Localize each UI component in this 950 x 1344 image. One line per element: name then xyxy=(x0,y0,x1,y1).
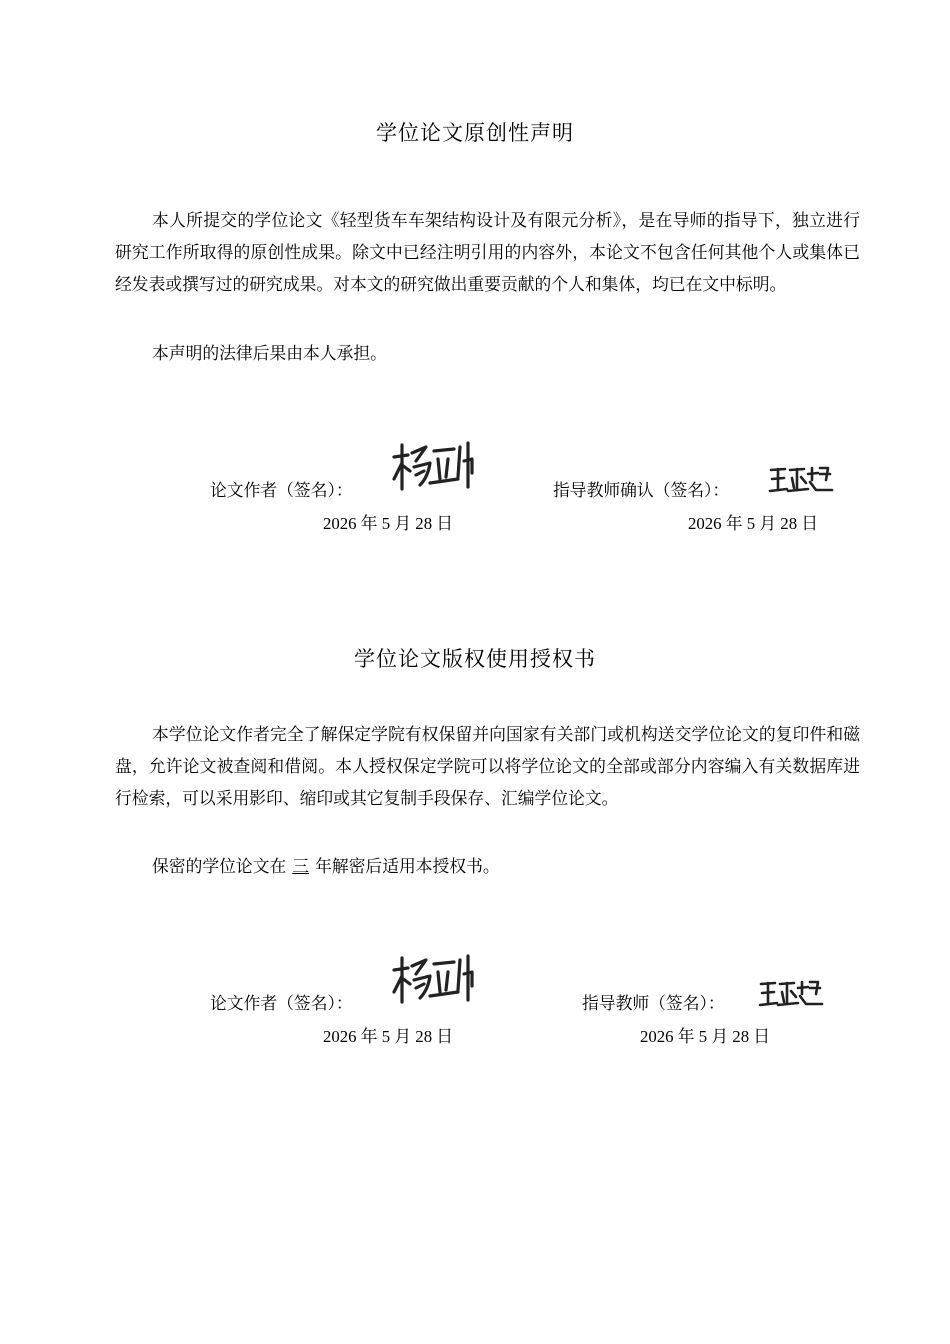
authorization-author-date: 2026 年 5 月 28 日 xyxy=(323,1027,454,1046)
authorization-advisor-date: 2026 年 5 月 28 日 xyxy=(640,1027,771,1046)
declaration-author-label: 论文作者（签名）： xyxy=(210,481,353,500)
declaration-advisor-date: 2026 年 5 月 28 日 xyxy=(688,514,819,533)
authorization-paragraph-2 xyxy=(115,851,860,883)
authorization-advisor-signature xyxy=(758,978,824,1010)
declaration-paragraph-2: 本声明的法律后果由本人承担。 xyxy=(152,344,387,363)
confidential-years-blank: 三 xyxy=(292,857,310,876)
declaration-paragraph-1: 本人所提交的学位论文《轻型货车车架结构设计及有限元分析》，是在导师的指导下，独立进行研究工作所取得的原创性成果。除文中已经注明引用的内容外，本论文不包含任何其他个人或集体已经发表或撰写过的研究成果。对本文的研究做出重要贡献的个人和集体，均已在文中标明。 xyxy=(115,211,860,294)
authorization-paragraph-2-before: 保密的学位论文在 xyxy=(152,857,287,876)
declaration-author-date: 2026 年 5 月 28 日 xyxy=(323,514,454,533)
authorization-paragraph-1: 本学位论文作者完全了解保定学院有权保留并向国家有关部门或机构送交学位论文的复印件和磁盘，允许论文被查阅和借阅。本人授权保定学院可以将学位论文的全部或部分内容编入有关数据库进行检索，可以采用影印、缩印或其它复制手段保存、汇编学位论文。 xyxy=(115,725,860,808)
authorization-title: 学位论文版权使用授权书 xyxy=(354,647,596,671)
declaration-author-signature xyxy=(390,437,480,495)
authorization-author-signature xyxy=(390,950,480,1008)
declaration-advisor-signature xyxy=(768,464,834,496)
authorization-author-label: 论文作者（签名）： xyxy=(210,994,353,1013)
declaration-advisor-label: 指导教师确认（签名）： xyxy=(553,481,730,500)
authorization-paragraph-2-after: 年解密后适用本授权书。 xyxy=(315,857,500,876)
declaration-title: 学位论文原创性声明 xyxy=(376,121,574,145)
authorization-advisor-label: 指导教师（签名）： xyxy=(582,994,725,1013)
